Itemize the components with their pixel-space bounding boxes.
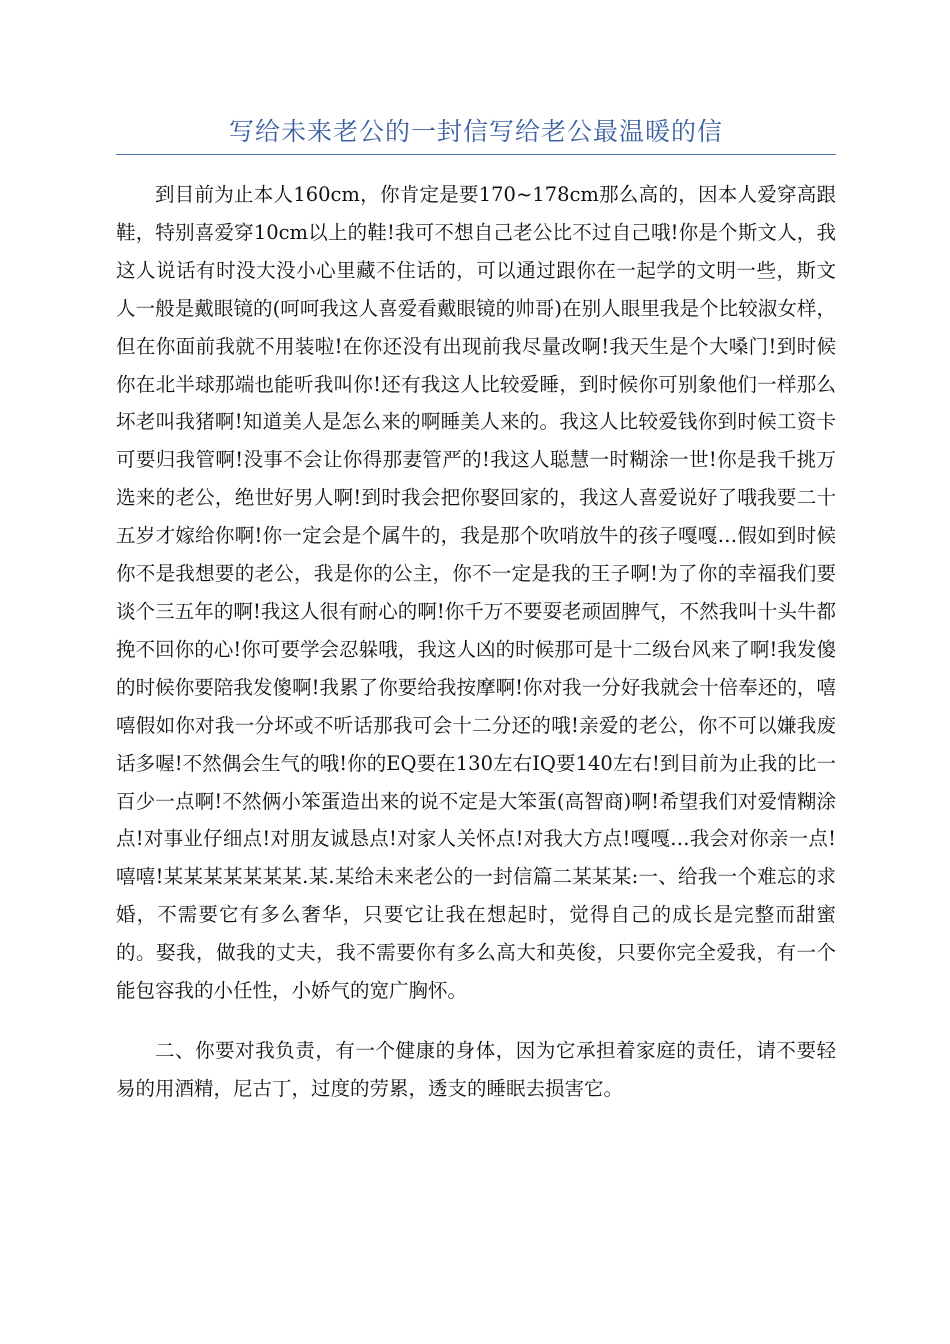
- document-title: 写给未来老公的一封信写给老公最温暖的信: [228, 117, 723, 146]
- title-underline: [116, 154, 836, 155]
- document-body: [116, 176, 836, 1108]
- paragraph-2: 二、你要对我负责，有一个健康的身体，因为它承担着家庭的责任，请不要轻易的用酒精，尼古丁，过度的劳累，透支的睡眠去损害它。: [116, 1038, 836, 1100]
- paragraph-1: 到目前为止本人160cm，你肯定是要170~178cm那么高的，因本人爱穿高跟鞋，特别喜爱穿10cm以上的鞋!我可不想自己老公比不过自己哦!你是个斯文人，我这人说话有时没大没小心里藏不住话的，可以通过跟你在一起学的文明一些，斯文人一般是戴眼镜的(呵呵我这人喜爱看戴眼镜的帅哥)在别人眼里我是个比较淑女样，但在你面前我就不用装啦!在你还没有出现前我尽量改啊!我天生是个大嗓门!到时候你在北半球那端也能听我叫你!还有我这人比较爱睡，到时候你可别象他们一样那么坏老叫我猪啊!知道美人是怎么来的啊睡美人来的。我这人比较爱钱你到时候工资卡可要归我管啊!没事不会让你得那妻管严的!我这人聪慧一时糊涂一世!你是我千挑万选来的老公，绝世好男人啊!到时我会把你娶回家的，我这人喜爱说好了哦我要二十五岁才嫁给你啊!你一定会是个属牛的，我是那个吹哨放牛的孩子嘎嘎…假如到时候你不是我想要的老公，我是你的公主，你不一定是我的王子啊!为了你的幸福我们要谈个三五年的啊!我这人很有耐心的啊!你千万不要耍老顽固脾气，不然我叫十头牛都挽不回你的心!你可要学会忍躲哦，我这人凶的时候那可是十二级台风来了啊!我发傻的时候你要陪我发傻啊!我累了你要给我按摩啊!你对我一分好我就会十倍奉还的，嘻嘻假如你对我一分坏或不听话那我可会十二分还的哦!亲爱的老公，你不可以嫌我废话多喔!不然偶会生气的哦!你的EQ要在130左右IQ要140左右!到目前为止我的比一百少一点啊!不然俩小笨蛋造出来的说不定是大笨蛋(高智商)啊!希望我们对爱情糊涂点!对事业仔细点!对朋友诚恳点!对家人关怀点!对我大方点!嘎嘎…我会对你亲一点!嘻嘻!某某某某某某某.某.某给未来老公的一封信篇二某某某:一、给我一个难忘的求婚，不需要它有多么奢华，只要它让我在想起时，觉得自己的成长是完整而甜蜜的。娶我，做我的丈夫，我不需要你有多么高大和英俊，只要你完全爱我，有一个能包容我的小任性，小娇气的宽广胸怀。: [116, 183, 836, 1003]
